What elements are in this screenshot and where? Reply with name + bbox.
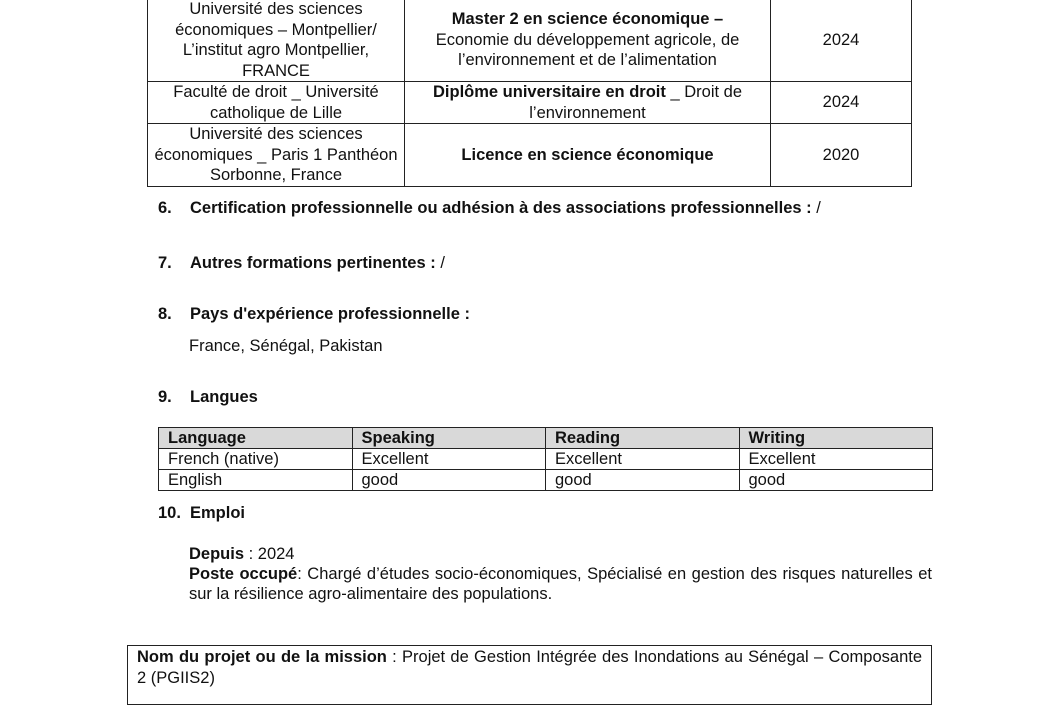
section-languages — [158, 387, 258, 407]
section-heading: Langues — [190, 388, 258, 406]
degree-title: Licence en science économique — [461, 145, 714, 164]
school-cell: Université des sciences économiques – Montpellier/ L’institut agro Montpellier, FRANCE — [148, 0, 405, 82]
section-heading: Certification professionnelle ou adhésion à des associations professionnelles : — [190, 199, 812, 217]
section-other-training — [158, 253, 445, 273]
education-table — [147, 0, 912, 187]
section-number: 6. — [158, 199, 172, 217]
languages-table — [158, 427, 933, 491]
table-cell: Excellent — [352, 449, 546, 470]
year-cell: 2020 — [771, 124, 912, 187]
position-label: Poste occupé — [189, 565, 298, 583]
project-box — [127, 645, 932, 705]
column-header: Writing — [739, 428, 933, 449]
section-employment — [158, 503, 245, 523]
section-number: 8. — [158, 305, 172, 323]
degree-cell — [405, 0, 771, 82]
year-cell: 2024 — [771, 82, 912, 124]
table-cell: English — [159, 470, 353, 491]
table-header-row — [159, 428, 933, 449]
school-cell: Faculté de droit _ Université catholique de Lille — [148, 82, 405, 124]
degree-title: Diplôme universitaire en droit — [432, 83, 666, 101]
column-header: Reading — [546, 428, 740, 449]
section-number: 7. — [158, 254, 172, 272]
section-certification — [158, 198, 821, 218]
section-value: / — [816, 199, 821, 217]
section-number: 10. — [158, 504, 181, 522]
section-countries — [158, 304, 470, 324]
section-heading: Emploi — [190, 504, 246, 522]
degree-cell — [405, 124, 771, 187]
section-heading: Autres formations pertinentes : — [190, 254, 436, 272]
since-label: Depuis — [189, 545, 245, 563]
table-cell: good — [352, 470, 546, 491]
table-cell: Excellent — [739, 449, 933, 470]
section-number: 9. — [158, 388, 172, 406]
column-header: Speaking — [352, 428, 546, 449]
school-cell: Université des sciences économiques _ Paris 1 Panthéon Sorbonne, France — [148, 124, 405, 187]
degree-cell — [405, 82, 771, 124]
since-value: : 2024 — [248, 545, 295, 563]
project-value: : Projet de Gestion Intégrée des Inondations au Sénégal – Composante 2 (PGIIS2) — [137, 648, 923, 687]
year-cell: 2024 — [771, 0, 912, 82]
table-cell: good — [546, 470, 740, 491]
section-heading: Pays d'expérience professionnelle : — [190, 305, 470, 323]
degree-detail: _ Droit de l’environnement — [529, 83, 743, 122]
table-row — [159, 449, 933, 470]
section-value: / — [440, 254, 445, 272]
position-value: : Chargé d’études socio-économiques, Spécialisé en gestion des risques naturelles et sur la résilience agro-alimentaire des populations. — [189, 565, 932, 603]
employment-position — [189, 564, 932, 604]
project-label: Nom du projet ou de la mission — [137, 648, 387, 666]
degree-detail: Economie du développement agricole, de l’environnement et de l’alimentation — [435, 30, 740, 70]
table-row — [148, 0, 912, 82]
employment-since — [189, 544, 294, 564]
table-row — [159, 470, 933, 491]
table-cell: French (native) — [159, 449, 353, 470]
table-row — [148, 124, 912, 187]
countries-value: France, Sénégal, Pakistan — [189, 337, 383, 355]
degree-title: Master 2 en science économique – — [451, 10, 724, 29]
column-header: Language — [159, 428, 353, 449]
table-row — [148, 82, 912, 124]
table-cell: Excellent — [546, 449, 740, 470]
table-cell: good — [739, 470, 933, 491]
